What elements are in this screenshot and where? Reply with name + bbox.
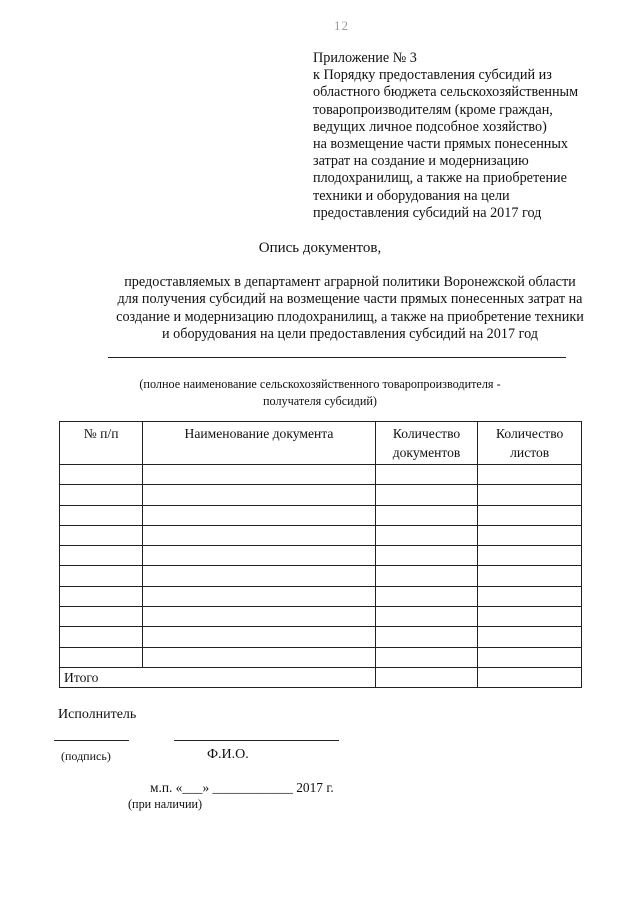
table-row — [60, 627, 582, 647]
table-cell[interactable] — [478, 525, 582, 545]
table-row — [60, 485, 582, 505]
table-cell[interactable] — [143, 485, 375, 505]
table-cell[interactable] — [375, 586, 478, 606]
table-cell[interactable] — [60, 546, 143, 566]
appendix-line: затрат на создание и модернизацию — [313, 153, 529, 170]
signature-caption: (подпись) — [61, 749, 111, 763]
producer-caption-line: (полное наименование сельскохозяйственного товаропроизводителя - — [139, 377, 501, 391]
table-cell[interactable] — [478, 647, 582, 667]
table-cell[interactable] — [60, 586, 143, 606]
table-row — [60, 525, 582, 545]
table-cell[interactable] — [60, 485, 143, 505]
table-cell[interactable] — [143, 647, 375, 667]
producer-caption — [60, 376, 580, 410]
table-cell[interactable] — [143, 525, 375, 545]
total-row — [60, 667, 582, 687]
fio-label: Ф.И.О. — [207, 747, 249, 762]
appendix-line: Приложение № 3 — [313, 50, 417, 66]
page-number: 12 — [334, 18, 349, 33]
signature-line[interactable] — [54, 740, 129, 741]
table-cell[interactable] — [60, 465, 143, 485]
appendix-line: техники и оборудования на цели — [313, 187, 510, 204]
document-subtitle — [60, 274, 640, 344]
table-cell[interactable] — [478, 465, 582, 485]
fio-line[interactable] — [174, 740, 339, 741]
table-cell[interactable] — [60, 647, 143, 667]
total-label: Итого — [60, 667, 376, 687]
table-row — [60, 647, 582, 667]
table-cell[interactable] — [375, 566, 478, 586]
table-row — [60, 586, 582, 606]
header-documents-count: Количество документов — [375, 422, 478, 465]
table-row — [60, 465, 582, 485]
table-cell[interactable] — [143, 607, 375, 627]
table-cell[interactable] — [60, 566, 143, 586]
subtitle-line: и оборудования на цели предоставления субсидий на 2017 год — [162, 326, 538, 343]
table-cell[interactable] — [375, 525, 478, 545]
header-number: № п/п — [60, 422, 143, 465]
table-cell[interactable] — [375, 647, 478, 667]
table-cell[interactable] — [375, 465, 478, 485]
table-cell[interactable] — [375, 485, 478, 505]
table-cell[interactable] — [60, 525, 143, 545]
appendix-line: к Порядку предоставления субсидий из — [313, 67, 552, 84]
year-text: 2017 г. — [292, 780, 334, 795]
table-cell[interactable] — [143, 505, 375, 525]
table-cell[interactable] — [375, 546, 478, 566]
table-cell[interactable] — [60, 607, 143, 627]
appendix-line: на возмещение части прямых понесенных — [313, 136, 569, 153]
producer-caption-line: получателя субсидий) — [263, 394, 377, 408]
appendix-line: плодохранилищ, а также на приобретение — [313, 170, 567, 187]
table-cell[interactable] — [375, 627, 478, 647]
table-row — [60, 607, 582, 627]
executor-label: Исполнитель — [58, 707, 137, 722]
subtitle-line: для получения субсидий на возмещение части прямых понесенных затрат на — [117, 291, 583, 308]
table-cell[interactable] — [143, 566, 375, 586]
stamp-caption: (при наличии) — [128, 797, 203, 811]
producer-name-line[interactable] — [108, 357, 566, 358]
subtitle-line: создание и модернизацию плодохранилищ, а также на приобретение техники — [116, 308, 584, 325]
table-cell[interactable] — [478, 546, 582, 566]
table-row — [60, 566, 582, 586]
table-cell[interactable] — [375, 607, 478, 627]
day-blank[interactable]: ___ — [182, 780, 203, 795]
table-cell[interactable] — [478, 607, 582, 627]
stamp-date-line — [150, 780, 334, 796]
table-header-row — [60, 422, 582, 465]
table-cell[interactable] — [143, 546, 375, 566]
table-cell[interactable] — [143, 586, 375, 606]
appendix-line: областного бюджета сельскохозяйственным — [313, 84, 579, 101]
appendix-line: предоставления субсидий на 2017 год — [313, 204, 542, 221]
total-documents-cell[interactable] — [375, 667, 478, 687]
table-cell[interactable] — [478, 485, 582, 505]
table-cell[interactable] — [60, 505, 143, 525]
table-row — [60, 505, 582, 525]
table-cell[interactable] — [478, 627, 582, 647]
table-cell[interactable] — [143, 465, 375, 485]
table-cell[interactable] — [478, 566, 582, 586]
table-cell[interactable] — [478, 505, 582, 525]
table-cell[interactable] — [60, 627, 143, 647]
header-sheets-count: Количество листов — [478, 422, 582, 465]
table-row — [60, 546, 582, 566]
table-cell[interactable] — [375, 505, 478, 525]
month-blank[interactable]: » ____________ — [202, 780, 293, 795]
subtitle-line: предоставляемых в департамент аграрной политики Воронежской области — [124, 274, 576, 290]
appendix-line: ведущих личное подсобное хозяйство) — [313, 118, 547, 135]
stamp-prefix: м.п. « — [150, 780, 183, 795]
header-document-name: Наименование документа — [143, 422, 375, 465]
documents-table — [59, 421, 582, 688]
document-title: Опись документов, — [258, 240, 382, 256]
appendix-block — [313, 50, 578, 222]
table-cell[interactable] — [143, 627, 375, 647]
total-sheets-cell[interactable] — [478, 667, 582, 687]
appendix-line: товаропроизводителям (кроме граждан, — [313, 101, 553, 118]
table-cell[interactable] — [478, 586, 582, 606]
